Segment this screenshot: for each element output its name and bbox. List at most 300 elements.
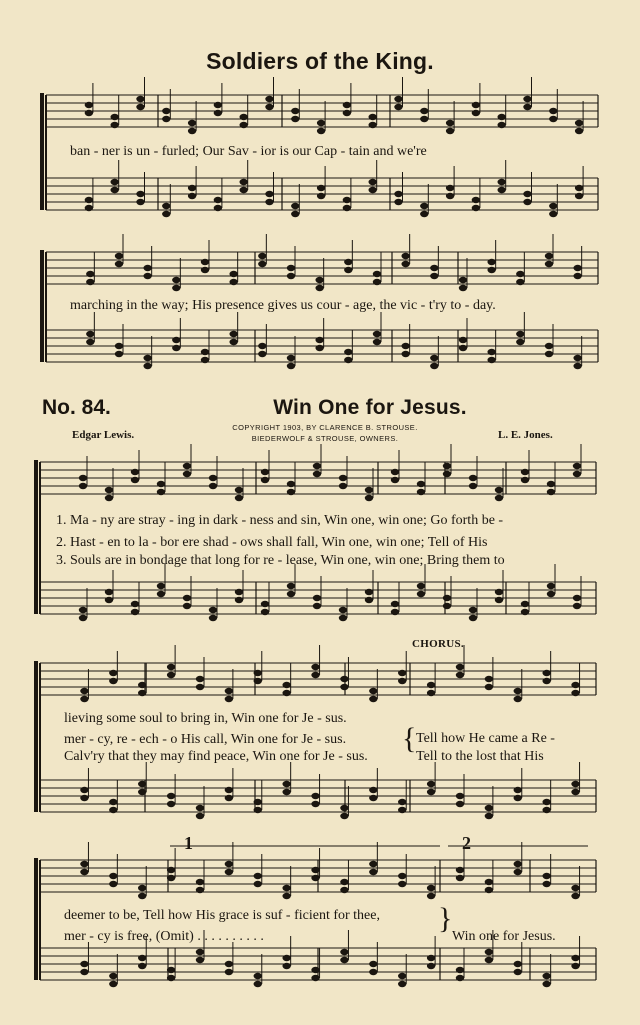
note-head [417,489,425,495]
note-head [394,96,402,102]
chorus-line: Tell how He came a Re - [416,731,555,746]
note-head [340,949,348,955]
note-head [317,128,325,134]
note-head [420,203,428,209]
note-head [542,873,550,879]
note-head [549,108,557,114]
note-head [398,881,406,887]
note-head [427,690,435,696]
note-head [575,185,583,191]
note-head [344,349,352,355]
note-head [545,261,553,267]
note-head [85,102,93,108]
note-head [485,957,493,963]
note-head [485,879,493,885]
note-head [209,483,217,489]
note-head [138,789,146,795]
lyric-line: marching in the way; His presence gives us cour - age, the vic - t'ry to - day. [70,298,496,313]
note-head [573,265,581,271]
note-head [487,357,495,363]
note-head [225,688,233,694]
note-head [138,963,146,969]
note-head [162,211,170,217]
note-head [311,672,319,678]
note-head [365,589,373,595]
note-head [495,495,503,501]
note-head [340,887,348,893]
note-head [339,483,347,489]
note-head [240,114,248,120]
note-head [459,285,467,291]
note-head [313,595,321,601]
note-head [86,271,94,277]
note-head [343,102,351,108]
system-bracket [34,858,38,980]
note-head [459,345,467,351]
note-head [498,187,506,193]
system-bracket [40,250,44,362]
note-head [282,682,290,688]
system-bracket [34,661,38,812]
note-head [369,122,377,128]
note-head [240,122,248,128]
note-head [80,961,88,967]
note-head [138,690,146,696]
note-head [258,351,266,357]
note-head [80,787,88,793]
note-head [446,185,454,191]
note-head [369,869,377,875]
note-head [573,603,581,609]
note-head [542,973,550,979]
note-head [373,339,381,345]
copyright-line: BIEDERWOLF & STROUSE, OWNERS. [251,434,399,443]
note-head [138,781,146,787]
note-head [188,120,196,126]
copyright-line: COPYRIGHT 1903, BY CLARENCE B. STROUSE. [232,423,418,432]
note-head [311,967,319,973]
note-head [427,789,435,795]
note-head [373,279,381,285]
note-head [547,489,555,495]
note-head [282,885,290,891]
note-head [443,603,451,609]
note-head [143,273,151,279]
note-head [214,110,222,116]
note-head [344,357,352,363]
note-head [456,967,464,973]
note-head [311,867,319,873]
note-head [401,253,409,259]
note-head [340,879,348,885]
note-head [339,615,347,621]
note-head [196,879,204,885]
note-head [542,799,550,805]
note-head [261,469,269,475]
note-head [521,469,529,475]
note-head [235,597,243,603]
note-head [167,664,175,670]
note-head [571,885,579,891]
note-head [311,793,319,799]
note-head [469,475,477,481]
note-head [340,805,348,811]
verse-line: 2. Hast - en to la - bor ere shad - ows shall fall, Win one, win one; Tell of His [56,535,488,550]
note-head [209,615,217,621]
note-head [571,682,579,688]
note-head [456,975,464,981]
note-head [188,193,196,199]
note-head [225,795,233,801]
note-head [80,869,88,875]
note-head [291,116,299,122]
note-head [235,487,243,493]
note-head [365,597,373,603]
note-head [317,193,325,199]
note-head [315,285,323,291]
note-head [459,337,467,343]
note-head [547,481,555,487]
note-head [514,696,522,702]
note-head [287,583,295,589]
note-head [79,607,87,613]
second-ending-number: 2 [462,833,471,853]
note-head [225,969,233,975]
note-head [188,128,196,134]
note-head [344,267,352,273]
note-head [369,114,377,120]
note-head [214,102,222,108]
note-head [287,363,295,369]
system-bracket [40,93,44,210]
note-head [136,104,144,110]
note-head [143,265,151,271]
note-head [398,981,406,987]
note-head [282,955,290,961]
note-head [162,203,170,209]
chorus-line: deemer to be, Tell how His grace is suf - ficient for thee, [64,908,380,923]
note-head [430,363,438,369]
note-head [196,676,204,682]
note-head [514,969,522,975]
note-head [545,253,553,259]
note-head [313,463,321,469]
note-head [214,197,222,203]
note-head [287,591,295,597]
note-head [115,261,123,267]
note-head [339,475,347,481]
note-head [172,337,180,343]
note-head [398,799,406,805]
note-head [136,199,144,205]
note-head [167,801,175,807]
note-head [485,676,493,682]
lyricist-credit: Edgar Lewis. [72,429,135,441]
chorus-label: CHORUS. [412,638,464,650]
note-head [456,867,464,873]
note-head [80,688,88,694]
note-head [109,981,117,987]
note-head [131,469,139,475]
note-head [398,670,406,676]
note-head [369,787,377,793]
note-head [86,331,94,337]
note-head [287,489,295,495]
note-head [472,110,480,116]
note-head [542,881,550,887]
note-head [514,787,522,793]
note-head [417,591,425,597]
note-head [344,259,352,265]
hymn-title: Win One for Jesus. [273,396,467,419]
note-head [282,893,290,899]
verse-line: Calv'ry that they may find peace, Win one for Je - sus. [64,749,368,764]
note-head [495,487,503,493]
note-head [111,114,119,120]
note-head [485,813,493,819]
note-head [340,957,348,963]
note-head [343,197,351,203]
note-head [131,601,139,607]
note-head [469,615,477,621]
note-head [167,867,175,873]
brace: { [402,722,417,755]
note-head [391,469,399,475]
note-head [485,949,493,955]
note-head [235,589,243,595]
note-head [80,795,88,801]
note-head [254,807,262,813]
note-head [229,279,237,285]
note-head [209,475,217,481]
note-head [514,795,522,801]
note-head [254,873,262,879]
note-head [369,688,377,694]
hymn-number: No. 84. [42,396,111,419]
note-head [183,595,191,601]
note-head [573,463,581,469]
note-head [420,211,428,217]
note-head [111,179,119,185]
note-head [109,799,117,805]
note-head [391,609,399,615]
first-ending-number: 1 [184,833,193,853]
note-head [456,875,464,881]
note-head [291,211,299,217]
note-head [80,969,88,975]
note-head [85,110,93,116]
note-head [542,670,550,676]
note-head [167,793,175,799]
note-head [391,477,399,483]
note-head [86,339,94,345]
note-head [115,253,123,259]
note-head [542,678,550,684]
note-head [287,355,295,361]
note-head [282,789,290,795]
note-head [573,363,581,369]
note-head [542,981,550,987]
note-head [254,973,262,979]
note-head [472,205,480,211]
note-head [573,273,581,279]
note-head [521,477,529,483]
note-head [430,355,438,361]
note-head [261,601,269,607]
note-head [172,285,180,291]
note-head [523,104,531,110]
note-head [427,682,435,688]
note-head [79,475,87,481]
note-head [446,193,454,199]
note-head [373,331,381,337]
note-head [131,477,139,483]
note-head [167,975,175,981]
note-head [225,861,233,867]
note-head [105,597,113,603]
note-head [282,781,290,787]
note-head [138,955,146,961]
note-head [443,471,451,477]
note-head [282,690,290,696]
note-head [369,187,377,193]
note-head [254,799,262,805]
note-head [443,463,451,469]
note-head [258,261,266,267]
song-title: Soldiers of the King. [206,48,434,74]
note-head [516,331,524,337]
ending-line: Win one for Jesus. [452,929,556,944]
note-head [201,267,209,273]
system-bracket [34,460,38,614]
note-head [136,191,144,197]
note-head [254,981,262,987]
verse-line: lieving some soul to bring in, Win one for Je - sus. [64,711,347,726]
note-head [109,881,117,887]
note-head [398,678,406,684]
note-head [287,481,295,487]
note-head [315,277,323,283]
note-head [571,690,579,696]
note-head [521,601,529,607]
note-head [369,861,377,867]
note-head [446,128,454,134]
note-head [240,187,248,193]
note-head [109,670,117,676]
note-head [343,205,351,211]
note-head [394,104,402,110]
note-head [571,893,579,899]
note-head [143,355,151,361]
note-head [498,114,506,120]
note-head [265,199,273,205]
note-head [401,261,409,267]
note-head [261,477,269,483]
note-head [430,273,438,279]
note-head [167,875,175,881]
note-head [258,253,266,259]
note-head [430,265,438,271]
note-head [115,351,123,357]
verse-line: 1. Ma - ny are stray - ing in dark - ness and sin, Win one, win one; Go forth be - [56,513,504,528]
note-head [549,203,557,209]
note-head [573,471,581,477]
note-head [498,122,506,128]
note-head [417,481,425,487]
note-head [575,193,583,199]
note-head [214,205,222,211]
note-head [80,861,88,867]
note-head [391,601,399,607]
note-head [313,471,321,477]
note-head [365,495,373,501]
note-head [105,495,113,501]
note-head [443,595,451,601]
note-head [229,339,237,345]
note-head [417,583,425,589]
note-head [549,211,557,217]
note-head [105,589,113,595]
note-head [254,678,262,684]
note-head [340,813,348,819]
verse-line: mer - cy, re - ech - o His call, Win one for Je - sus. [64,732,347,747]
note-head [317,185,325,191]
note-head [225,961,233,967]
note-head [521,609,529,615]
note-head [394,199,402,205]
note-head [287,273,295,279]
note-head [225,787,233,793]
note-head [167,967,175,973]
note-head [79,483,87,489]
note-head [225,696,233,702]
note-head [315,337,323,343]
note-head [157,489,165,495]
note-head [516,279,524,285]
note-head [516,339,524,345]
note-head [394,191,402,197]
note-head [456,672,464,678]
note-head [157,591,165,597]
note-head [456,801,464,807]
note-head [143,363,151,369]
note-head [287,265,295,271]
note-head [547,591,555,597]
note-head [157,583,165,589]
note-head [265,191,273,197]
note-head [109,973,117,979]
note-head [420,108,428,114]
note-head [317,120,325,126]
note-head [340,684,348,690]
note-head [369,969,377,975]
note-head [545,351,553,357]
note-head [196,684,204,690]
note-head [291,108,299,114]
note-head [571,789,579,795]
note-head [311,801,319,807]
note-head [196,813,204,819]
note-head [196,887,204,893]
note-head [398,873,406,879]
note-head [575,128,583,134]
note-head [172,345,180,351]
note-head [485,887,493,893]
note-head [401,343,409,349]
note-head [131,609,139,615]
note-head [311,975,319,981]
note-head [420,116,428,122]
